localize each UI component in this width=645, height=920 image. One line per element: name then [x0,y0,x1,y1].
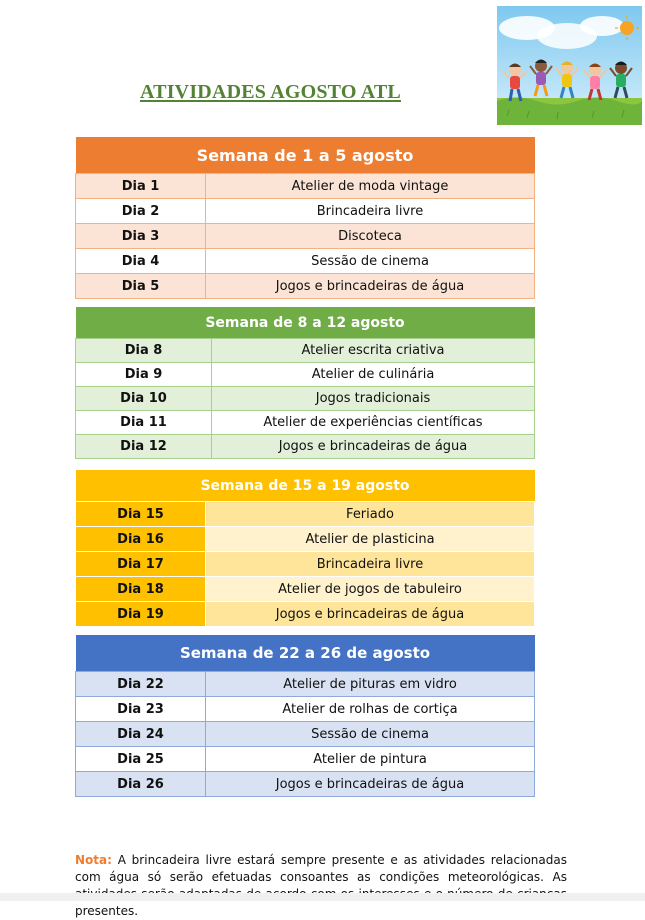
day-cell: Dia 24 [76,722,206,747]
week-4-heading: Semana de 22 a 26 de agosto [76,635,535,672]
day-cell: Dia 25 [76,747,206,772]
table-row [76,552,535,577]
week-2-table [75,307,535,459]
activity-cell: Atelier de experiências científicas [212,411,535,435]
activity-cell: Sessão de cinema [206,249,535,274]
table-row [76,722,535,747]
table-row [76,602,535,627]
footnote-label: Nota: [75,853,112,867]
week-3-heading: Semana de 15 a 19 agosto [76,470,535,502]
day-cell: Dia 10 [76,387,212,411]
activity-cell: Atelier de pintura [206,747,535,772]
activity-cell: Jogos tradicionais [212,387,535,411]
activity-cell: Atelier de pituras em vidro [206,672,535,697]
week-3-table [75,470,535,627]
day-cell: Dia 16 [76,527,206,552]
day-cell: Dia 2 [76,199,206,224]
table-row [76,411,535,435]
activity-cell: Jogos e brincadeiras de água [212,435,535,459]
table-row [76,387,535,411]
table-row [76,577,535,602]
table-row [76,249,535,274]
day-cell: Dia 26 [76,772,206,797]
day-cell: Dia 8 [76,339,212,363]
day-cell: Dia 19 [76,602,206,627]
table-row [76,199,535,224]
table-row [76,435,535,459]
activity-cell: Discoteca [206,224,535,249]
day-cell: Dia 22 [76,672,206,697]
week-2-heading: Semana de 8 a 12 agosto [76,307,535,339]
activity-cell: Atelier de plasticina [206,527,535,552]
activity-cell: Feriado [206,502,535,527]
day-cell: Dia 3 [76,224,206,249]
activity-cell: Jogos e brincadeiras de água [206,772,535,797]
table-row [76,339,535,363]
table-row [76,747,535,772]
day-cell: Dia 15 [76,502,206,527]
week-4-table [75,635,535,797]
day-cell: Dia 5 [76,274,206,299]
table-row [76,672,535,697]
table-row [76,772,535,797]
footnote [75,852,567,920]
activity-cell: Jogos e brincadeiras de água [206,602,535,627]
table-row [76,224,535,249]
week-1-heading: Semana de 1 a 5 agosto [76,137,535,174]
activity-cell: Atelier de moda vintage [206,174,535,199]
day-cell: Dia 9 [76,363,212,387]
table-row [76,527,535,552]
activity-cell: Sessão de cinema [206,722,535,747]
table-row [76,174,535,199]
footnote-text: A brincadeira livre estará sempre presente e as atividades relacionadas com água só serão efetuadas consoantes as condições meteorológicas. As presentes. [75,853,567,918]
children-jumping-illustration [497,6,642,125]
day-cell: Dia 17 [76,552,206,577]
day-cell: Dia 23 [76,697,206,722]
table-row [76,274,535,299]
activity-cell: Jogos e brincadeiras de água [206,274,535,299]
activity-cell: Atelier de culinária [212,363,535,387]
day-cell: Dia 11 [76,411,212,435]
page-bottom-edge [0,893,645,901]
day-cell: Dia 1 [76,174,206,199]
table-row [76,502,535,527]
day-cell: Dia 18 [76,577,206,602]
day-cell: Dia 4 [76,249,206,274]
table-row [76,697,535,722]
table-row [76,363,535,387]
week-1-table [75,137,535,299]
page-title: ATIVIDADES AGOSTO ATL [140,81,401,103]
activity-cell: Atelier de rolhas de cortiça [206,697,535,722]
activity-cell: Brincadeira livre [206,552,535,577]
day-cell: Dia 12 [76,435,212,459]
activity-cell: Brincadeira livre [206,199,535,224]
activity-cell: Atelier de jogos de tabuleiro [206,577,535,602]
activity-cell: Atelier escrita criativa [212,339,535,363]
